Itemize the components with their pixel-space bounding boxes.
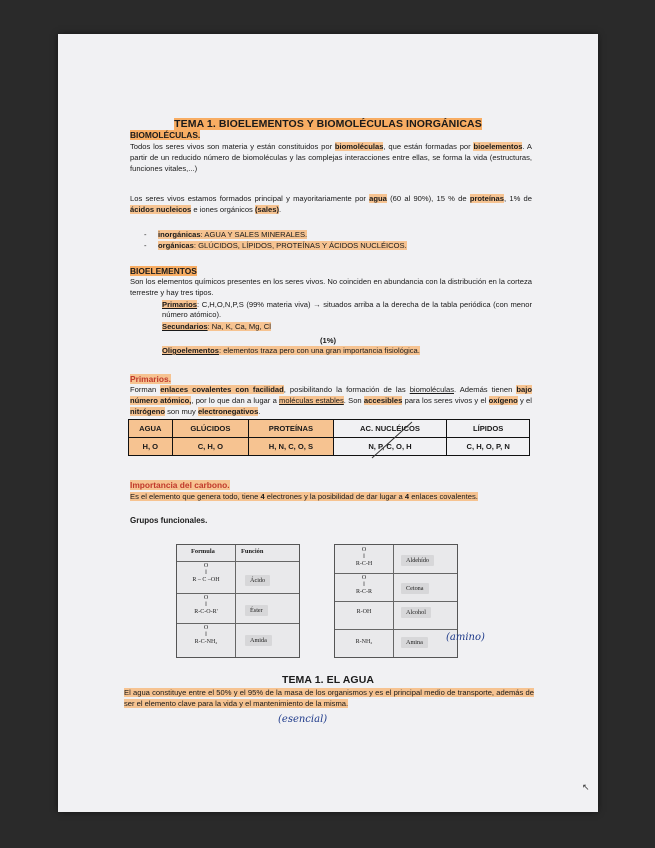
oligo-note: (1%) (320, 336, 337, 345)
row-divider (335, 629, 457, 630)
heading-carbono: Importancia del carbono. (130, 480, 230, 490)
paragraph-biomoleculas-2: Los seres vivos estamos formados principal y mayoritariamente por agua (60 al 90%), 15 % de proteínas, 1% de ácidos nucleicos e iones orgánicos (sales). (130, 194, 532, 214)
section-title-agua: TEMA 1. EL AGUA (281, 674, 375, 686)
list-item: - orgánicas: GLÚCIDOS, LÍPIDOS, PROTEÍNAS Y ÁCIDOS NUCLÉICOS. (144, 241, 407, 252)
row-divider (335, 573, 457, 574)
group-amine: Amina (401, 637, 428, 648)
paragraph-carbono: Es el elemento que genera todo, tiene 4 electrones y la posibilidad de dar lugar a 4 enlaces covalentes. (130, 492, 478, 501)
corner-mark-icon: ↖ (582, 782, 590, 792)
table-cell: C, H, O, P, N (447, 438, 530, 456)
group-ester: Éster (245, 605, 268, 616)
heading-biomoleculas: BIOMOLÉCULAS. (130, 130, 201, 140)
page-title: TEMA 1. BIOELEMENTOS Y BIOMOLÉCULAS INORGÁNICAS (174, 118, 482, 130)
elements-table (128, 419, 530, 456)
row-divider (177, 623, 299, 624)
heading-primarios: Primarios. (130, 374, 171, 384)
strike-line (372, 422, 412, 458)
group-ketone: Cetona (401, 583, 429, 594)
table-cell: C, H, O (172, 438, 249, 456)
table-header: LÍPIDOS (447, 420, 530, 438)
paper-sheet (58, 34, 598, 812)
formula-aldehyde: O ‖ R-C-H (355, 547, 373, 567)
paragraph-bioelementos: Son los elementos químicos presentes en los seres vivos. No coinciden en abundancia con la distribución en la corteza terrestre y hay tres tipos. (130, 277, 532, 297)
table-header: AGUA (129, 420, 173, 438)
row-divider (335, 601, 457, 602)
table-cell: H, N, C, O, S (249, 438, 334, 456)
oligo-line: Oligoelementos: elementos traza pero con una gran importancia fisiológica. (162, 346, 420, 355)
row-divider (177, 561, 299, 562)
strike-mark (368, 418, 418, 462)
table-header: GLÚCIDOS (172, 420, 249, 438)
formula-ketone: O ‖ R-C-R (355, 575, 372, 595)
formula-acid: O ‖ R – C –OH (192, 563, 220, 583)
group-alcohol: Alcohol (401, 607, 431, 618)
row-divider (177, 593, 299, 594)
group-amide: Amida (245, 635, 272, 646)
table-header: PROTEÍNAS (249, 420, 334, 438)
handwritten-note-esencial: (esencial) (278, 714, 328, 725)
paragraph-primarios: Forman enlaces covalentes con facilidad, posibilitando la formación de las biomoléculas. Además tienen bajo número atómico,, por lo que dan a lugar a moléculas estables. Son accesibles para los seres vivos y el oxígeno y el nitrógeno son muy electronegativos. (130, 385, 532, 416)
biomolecule-types-list (144, 230, 407, 252)
table-header: AC. NUCLÉICOS (333, 420, 447, 438)
functional-groups-table-left (176, 544, 300, 658)
formula-amide: O ‖ R-C-NH₂ (194, 625, 218, 645)
formula-ester: O ‖ R-C-O-R' (194, 595, 218, 615)
formula-alcohol: R-OH (356, 609, 372, 615)
primarios-line: Primarios: C,H,O,N,P,S (99% materia viva) → situados arriba a la derecha de la tabla periódica (con menor número atómico). (162, 300, 532, 320)
heading-bioelementos: BIOELEMENTOS (130, 266, 197, 276)
formula-amine: R-NH₂ (355, 639, 373, 645)
handwritten-note-amine: (amino) (446, 632, 485, 643)
column-header-function: Función (241, 548, 264, 555)
paragraph-agua: El agua constituye entre el 50% y el 95% de la masa de los organismos y es el principal medio de transporte, además de ser el elemento clave para la vida y el mantenimiento de la misma. (124, 688, 534, 708)
secundarios-line: Secundarios: Na, K, Ca, Mg, Cl (162, 322, 271, 331)
column-header-formula: Formula (191, 548, 215, 555)
group-aldehyde: Aldehído (401, 555, 434, 566)
paragraph-biomoleculas-1: Todos los seres vivos son materia y están constituidos por biomoléculas, que están formadas por bioelementos. A partir de un reducido número de biomoléculas y las complejas interacciones entre ellas, se forma la vida (estructuras, funciones vitales,...) (130, 142, 532, 173)
table-row (129, 420, 530, 438)
list-item: - inorgánicas: AGUA Y SALES MINERALES. (144, 230, 407, 241)
table-row (129, 438, 530, 456)
table-cell: N, P, C, O, H (333, 438, 447, 456)
table-cell: H, O (129, 438, 173, 456)
functional-groups-table-right (334, 544, 458, 658)
group-acid: Ácido (245, 575, 270, 586)
heading-grupos: Grupos funcionales. (130, 516, 208, 525)
